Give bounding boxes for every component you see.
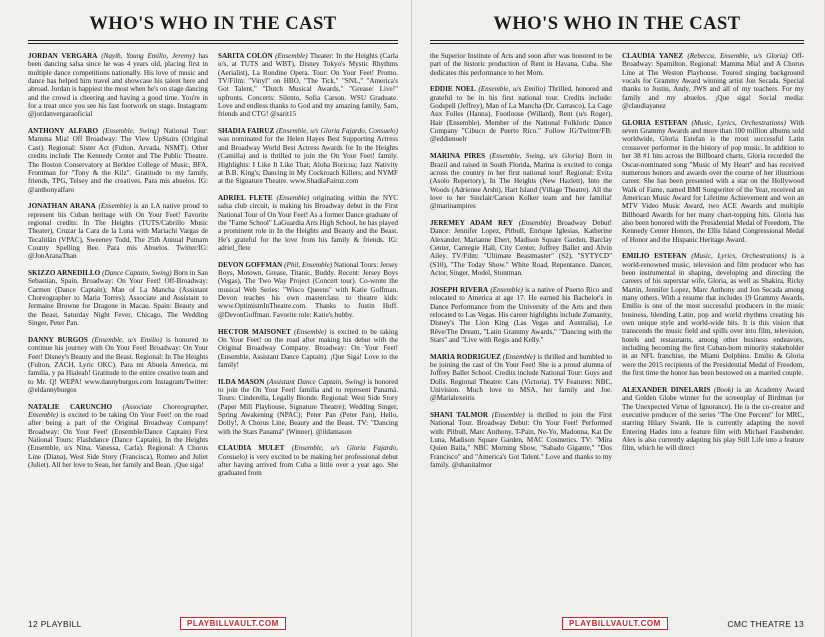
cast-name: EDDIE NOEL xyxy=(430,85,476,94)
cast-role: (Ensemble) xyxy=(502,352,536,361)
cast-role: (Assistant Dance Captain, Swing) xyxy=(266,377,366,386)
cast-role: (Ensemble, u/s Emilio) xyxy=(478,85,546,94)
cast-bio-text: National Tours: Jersey Boys, Motown, Grease, Titanic, Buddy. Recent: Jersey Boys (Vegas), The Two Way Project (Concert tour). Co-wrote the musical Web Series: "Wisco Queens" with Katie Goffman. Devon teaches his own masterclass to theatre kids: www.OptimismInTheatre.com. Thanks to Justin Huff. @DevonGoffman. Favorite role: Katie's hubby. xyxy=(218,260,398,319)
cast-role: (Ensemble) xyxy=(98,202,132,211)
cast-bio-text: originating within the NYC salsa club circuit, is making his Broadway debut in the First National Tour of On Your Feet! As a former Dance graduate of the "Fame School" LaGuardia Arts High School, he has played a prominent role in In the Heights and Beauty and the Beast. He's grateful for the love from his family & friends. IG: adriel_flete xyxy=(218,193,398,252)
cast-role: (Ensemble) xyxy=(276,193,310,202)
cast-bio-text: is thrilled to join the First National Tour. Broadway Debut: On Your Feet! Performed with: Pitbull, Marc Anthony, T-Pain, Ne-Yo, Madonna, Kat De Luna, Madison Square Garden, MAC Cosmetics. TV: "Mira Quien Baila," NBC Morning Show, "Sabado Gigante," "Dos Francisco" and "America's Got Talent." Love and thanks to my family. @shanitalmor xyxy=(430,411,612,470)
cast-bio xyxy=(430,353,612,403)
cast-name: CLAUDIA YANEZ xyxy=(622,52,684,60)
cast-role: (Nayib, Young Emilio, Jeremy) xyxy=(101,52,195,60)
cast-role: (Ensemble) xyxy=(491,411,525,420)
cast-name: ADRIEL FLETE xyxy=(218,193,273,202)
title-rule xyxy=(430,40,804,44)
cast-name: JORDAN VERGARA xyxy=(28,52,98,60)
cast-bio xyxy=(218,52,398,119)
cast-bio-text: With seven Grammy Awards and more than 100 million albums sold worldwide, Gloria Estefan is the most successful Latin crossover performer in the history of pop music. In addition to her 38 #1 hits across the Billboard charts, Gloria recorded the Oscar-nominated song "Music of My Heart" and has received numerous honors and awards over the course of her illustrious career. She has been presented with a star on the Hollywood Walk of Fame, named BMI Songwriter of the Year, received an American Music Award for Lifetime Achievement and won an MTV Video Music Award, two ACE Awards and multiple Billboard Awards for her many chart-topping hits. Gloria has also been honored with the Presidential Medal of Freedom, The Kennedy Center Honors, the Ellis Island Congressional Medal of Honor and the Hispanic Heritage Award. xyxy=(622,118,804,244)
cast-bio xyxy=(430,152,612,210)
cast-name: SARITA COLÓN xyxy=(218,52,273,60)
cast-name: NATALIE CARUNCHO xyxy=(28,402,113,411)
cast-bio xyxy=(622,252,804,377)
bio-column-1 xyxy=(28,52,208,627)
cast-bio-text: is an Academy Award and Golden Globe winner for the screenplay of Birdman (or The Unexpected Virtue of Ignorance). He is the co-creator and executive producer of the series "The One Percent" for MRC, starring Hilary Swank. He is currently adapting the novel Entering Hades into a feature film with Michael Fassbender. Alex is also currently adapting his play Still Life into a feature film, which he will direct xyxy=(622,385,804,453)
cast-bio-text: the Superior Institute of Arts and soon after was honored to be part of the historic production of Rent in Havana, Cuba. She dedicates this performance to her Mom. xyxy=(430,52,612,77)
cast-bio xyxy=(218,328,398,370)
cast-bio xyxy=(218,444,398,477)
page-footer xyxy=(0,612,412,632)
page-title: WHO'S WHO IN THE CAST xyxy=(89,14,337,34)
cast-name: DEVON GOFFMAN xyxy=(218,260,283,269)
cast-bio xyxy=(28,336,208,394)
cast-bio-text: is excited to be taking On Your Feet! on the road after making his debut with the Original Broadway Company. Broadway: On Your Feet! (Ensemble, Assistant Dance Captain). ¡Que Siga! Love to the family! xyxy=(218,327,398,369)
cast-bio-text: Broadway Debut! Dance: Jennifer Lopez, Pitbull, Enrique Iglesias, Katherine Alexander, Marianne Ebert, Madison Square Garden, Barclay Center, Carnegie Hall, City Center, Joffrey Ballet and Alvin Ailey. TV/Film: "Ultimate Beastmaster" (S2), "SYTYCD" (S10), "The Today Show." White Road, Repentance. Dancer, Actor, Singer, Model, Stuntman. xyxy=(430,219,612,278)
cast-bio xyxy=(218,378,398,436)
cast-bio xyxy=(622,119,804,244)
cast-name: JOSEPH RIVERA xyxy=(430,285,489,294)
cast-bio-text: is an LA native proud to represent his Cuban heritage with On Your Feet! Favorite regional credits: In The Heights (TUTS/Cabrillo Music Theater), Cruzar la Cara de la Luna with Mariachi Vargas de Tecalitlán (VPAC), Sweeney Todd, The 25th Annual Putnam County Spelling Bee. Para mis Abuelos. Twitter/IG: @JonAranaThan xyxy=(28,202,208,261)
cast-bio xyxy=(28,403,208,470)
cast-bio xyxy=(622,52,804,110)
cast-name: ILDA MASON xyxy=(218,377,265,386)
cast-bio-text: is a world-renowned music, television and film producer who has been instrumental in shaping, developing and directing the careers of his superstar wife, Gloria, as well as Shakira, Ricky Martin, Jennifer Lopez, Marc Anthony and Jon Secada among many others. With a resume that includes 19 Grammy Awards, Emilio is one of the most successful producers in the music business, blending Latin, pop and world rhythms creating his own unique style and world-wide hits. It is this vision that transcends the music field and spills over into film, television, hotels and restaurants, among other business endeavors, including becoming the first Cuban-born minority stakeholder in an NFL franchise, the Miami Dolphins. Emilio & Gloria were the 2015 recipients of the Presidential Medal of Freedom, the first time the honor has been bestowed on a married couple. xyxy=(622,252,804,378)
bio-column-2 xyxy=(622,52,804,627)
cast-role: (Ensemble, u/s Gloria Fajardo, Consuelo) xyxy=(276,127,398,136)
cast-bio xyxy=(28,127,208,194)
cast-name: DANNY BURGOS xyxy=(28,335,88,344)
bio-column-1 xyxy=(430,52,612,627)
cast-bio-text: Born in San Sebastian, Spain. Broadway: On Your Feet! Off-Broadway: Carmen (Dance Captain); Man of La Mancha (Assistant Choreographer to Maria Torres); Associate and Assistant to Jermaine Browne for Dragone in Macau. Spain: Beauty and the Beast, Saturday Night Fever, Chicago, The Wedding Singer, Peter Pan. xyxy=(28,269,208,328)
bio-columns xyxy=(28,52,398,627)
cast-bio xyxy=(430,52,612,77)
cast-bio-text: was nominated for the Helen Hayes Best Supporting Actress and Broadway World Best Actress Awards for In the Heights (Camilla) and is thrilled to join the On Your Feet! family. Highlights: I Like It Like That; Aloha Boricua; Jazz Nativity at B.B. King's; Dancing in My Cockroach Killers; and NYMF at the Signature Theatre. www.ShadiaFairuz.com xyxy=(218,135,398,186)
cast-role: (Ensemble) xyxy=(490,285,523,294)
cast-bio xyxy=(28,269,208,327)
bio-column-2 xyxy=(218,52,398,627)
cast-bio xyxy=(218,127,398,185)
cast-role: (Book) xyxy=(713,385,734,394)
cast-bio xyxy=(218,261,398,319)
cast-role: (Ensemble, Swing, u/s Gloria) xyxy=(489,152,584,161)
cast-name: SHANI TALMOR xyxy=(430,411,489,420)
cast-bio-text: Thrilled, honored and grateful to be in his first national tour. Credits include: Godspell (Jeffrey), Man of La Mancha (Dr. Carrasco), La Cage Aux Folles (Hanna), Footloose (Willard), Rent (u/s Roger), Hair (Ensemble). Member of the National Folkloric Dance Company "Cibuco de Puerto Rico." Follow IG/Twitter/FB: @eddienoelr xyxy=(430,85,612,144)
cast-name: MARIA RODRIGUEZ xyxy=(430,352,501,361)
cast-name: JEREMEY ADAM REY xyxy=(430,219,514,228)
cast-bio xyxy=(28,52,208,119)
cast-role: (Ensemble, u/s Gloria Fajardo, Consuelo) xyxy=(218,444,398,461)
cast-bio-text: is very excited to be making her professional debut after having arrived from Cuba a little over a year ago. She graduated from xyxy=(218,452,398,478)
cast-role: (Dance Captain, Swing) xyxy=(102,269,172,278)
cast-name: SHADIA FAIRUZ xyxy=(218,127,275,136)
cast-bio-text: Off-Broadway: Spamilton. Regional: Mamma Mia! and A Chorus Line at The Weston Playhouse. Toured singing background vocals for Grammy Award winning artist Jon Secada. Special thanks to Justin, Andy, JWS and all of my teachers. For my family and my abuelos. ¡Que siga! Social media: @claudiayanez xyxy=(622,52,804,111)
cast-bio xyxy=(218,194,398,252)
bio-columns xyxy=(430,52,804,627)
cast-bio xyxy=(430,85,612,143)
cast-bio-text: is thrilled and humbled to be joining the cast of On Your Feet! She is a proud alumna of Joffrey Ballet School. Credits include National Tour: Guys and Dolls. Regional Theatre: Cats (Victoria). TV Features: NBC, Univision. Much love to MSA, her family and Joe. @Marialexeiris xyxy=(430,352,612,403)
cast-name: MARINA PIRES xyxy=(430,152,486,161)
cast-role: (Ensemble) xyxy=(294,327,327,336)
cast-name: GLORIA ESTEFAN xyxy=(622,118,688,127)
left-page xyxy=(0,0,412,637)
page-number: 12 PLAYBILL xyxy=(28,619,82,629)
cast-role: (Phil, Ensemble) xyxy=(284,260,333,269)
cast-bio xyxy=(430,411,612,469)
cast-name: ALEXANDER DINELARIS xyxy=(622,385,711,394)
cast-bio xyxy=(28,202,208,260)
page-footer xyxy=(412,612,824,632)
cast-role: (Ensemble) xyxy=(518,219,552,228)
page-title: WHO'S WHO IN THE CAST xyxy=(493,14,741,34)
cast-role: (Music, Lyrics, Orchestrations) xyxy=(691,118,786,127)
right-page xyxy=(412,0,824,637)
cast-name: ANTHONY ALFARO xyxy=(28,127,99,136)
cast-bio-text: has been dancing salsa since he was 4 years old, placing first in multiple dance competitions nationally. His love of music and dance has helped him travel and showcase his talent here and abroad. Jordan is happiest the most when he's on stage dancing and the crowd is cheering and having a good time. You're in for a treat once you see his fast footwork on stage. Instagram: @jordanvergaraoficial xyxy=(28,52,208,119)
cast-bio-text: Born in Brazil and raised in South Florida, Marina is excited to conga across the country in her first national tour! Regional: Evita (Asolo Repertory), In The Heights (New Hazlett), Into the Woods (Adrienne Arsht), Hart Island (Village Theatre). All the love to her Sinclair/Carson Kolker team and her familia! @marinampires xyxy=(430,152,612,211)
cast-bio xyxy=(622,386,804,453)
cast-bio xyxy=(430,219,612,277)
cast-name: EMILIO ESTEFAN xyxy=(622,252,687,261)
cast-bio-text: is honored to join the On Your Feet! familia and to represent Panamá. Tours: Cinderella, Legally Blonde. Regional: West Side Story (Paper Mill Playhouse, Signature Theatre); Wedding Singer, Spring Awakening (NPAC); Peter Pan (Peter Pan), Hello, Dolly!, A Chorus Line, Beauty and the Beast. TV: "Dancing with the Stars Panamá" (Winner). @ildamason xyxy=(218,377,398,436)
cast-name: CLAUDIA MULET xyxy=(218,444,285,453)
cast-bio-text: is excited to be taking On Your Feet! on the road after being a part of the Original Broadway Company! Broadway: On Your Feet! (Ensemble/Dance Captain) First National Tours: Flashdance (Dance Captain), In the Heights (Ensemble, u/s Nina, Vanessa, Carla). Regional: A Chorus Line (Diana), West Side Story (Francisca), Romeo and Juliet (Juliet). All her love to Sean, her family and Bean. ¡Que siga! xyxy=(28,411,208,470)
playbillvault-badge: PLAYBILLVAULT.COM xyxy=(180,617,286,630)
cast-name: JONATHAN ARANA xyxy=(28,202,96,211)
cast-role: (Ensemble, u/s Emilio) xyxy=(91,335,162,344)
cast-role: (Music, Lyrics, Orchestrations) xyxy=(691,252,787,261)
cast-bio-text: is a native of Puerto Rico and relocated to America at age 17. He earned his Bachelor's in Dance Performance from the University of the Arts and then relocated to Las Vegas. His career highlights include Zumanity, Disney's The Lion King (Las Vegas and Australia), Le Rêve/The Dream, "Latin Grammy Awards," "Dancing with the Stars" and "Live with Regis and Kelly." xyxy=(430,285,612,344)
cast-name: SKIZZO ARNEDILLO xyxy=(28,269,101,278)
playbillvault-badge: PLAYBILLVAULT.COM xyxy=(562,617,668,630)
cast-bio-text: Theater: In the Heights (Carla u/s, at TUTS and WBT), Disney Tokyo's Mystic Rhythms (Aerialist), La Rondine Opera. Tour: On Your Feet! Promo. TV/Film: "Vinyl" on HBO, "The Tick," "SNL," "America's Got Talent," "Dutch Musical Awards," "Grease: Live!" upfronts. Concerts: Silento, Sofia Carson. WSU Graduate. Love and endless thanks to God and my amazing family, Sam, friends and CTG! @sarit15 xyxy=(218,52,398,119)
title-rule xyxy=(28,40,398,44)
cast-role: (Ensemble) xyxy=(275,52,308,60)
cast-role: (Ensemble, Swing) xyxy=(102,127,159,136)
cast-role: (Rebecca, Ensemble, u/s Gloria) xyxy=(687,52,788,60)
cast-bio xyxy=(430,286,612,344)
cast-bio-text: National Tour: Mamma Mia! Off Broadway: The View UpStairs (Original Cast). Regional: Sister Act (Fulton, Arvada, NSMT). Other credits include The Kennedy Center and The Public Theatre. The Boston Conservatory at Berklee College of Music, BFA. Frontman for "Tony & the Kilz". Gratitude to my family, friends, TPG, Telsey and the creatives. Para mis abuelos. IG: @anthonyalfaro xyxy=(28,127,208,194)
cast-role: (Associate Choreographer, Ensemble) xyxy=(28,402,208,420)
cast-name: HECTOR MAISONET xyxy=(218,327,291,336)
cast-bio-text: is honored to continue his journey with On Your Feet! Broadway: On Your Feet! Disney's Beauty and the Beast. Regional: In The Heights (Fulton, ZACH, Lyric OKC). Para mi Abuela America, mi familia, y pa Hialeah! Gratitude to the entire creative team and to Mr. Q! WEPA! www.dannyburgos.com Instagram/Twitter: @eldannyburgos xyxy=(28,335,208,394)
page-number: CMC THEATRE 13 xyxy=(727,619,804,629)
